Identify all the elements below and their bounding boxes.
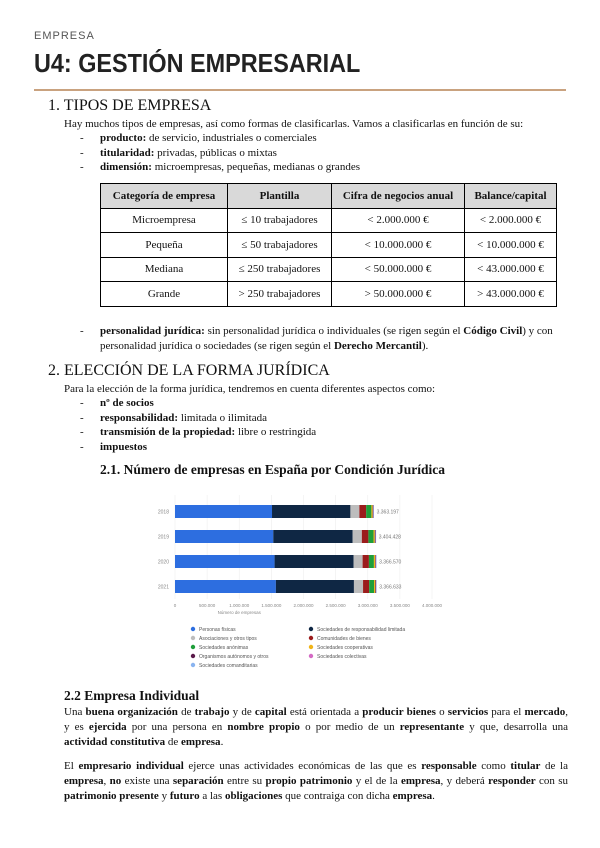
individual-p1-bold: nombre propio bbox=[227, 721, 300, 733]
bar-segment bbox=[376, 555, 377, 568]
list-item bbox=[80, 146, 570, 161]
legend-swatch bbox=[191, 645, 195, 649]
bar-segment bbox=[175, 505, 272, 518]
legend-swatch bbox=[191, 654, 195, 658]
bar-segment bbox=[369, 555, 374, 568]
bar-total-label: 3.404.428 bbox=[378, 534, 401, 541]
individual-p2-bold: titular bbox=[510, 760, 541, 772]
table-cell: Microempresa bbox=[101, 208, 228, 233]
x-tick-label: 0 bbox=[173, 603, 177, 608]
list-item-text: sin personalidad jurídica o individuales (se rigen según el bbox=[204, 325, 464, 337]
list-item-text: microempresas, pequeñas, medianas o grandes bbox=[151, 161, 360, 173]
individual-p1-text: y que, desarrolla una bbox=[464, 721, 568, 733]
individual-p1-bold: empresa bbox=[181, 736, 221, 748]
legend-swatch bbox=[191, 636, 195, 640]
individual-p1-bold: actividad constitutiva bbox=[64, 736, 166, 748]
bar-segment bbox=[272, 505, 350, 518]
individual-p1-text: . bbox=[220, 736, 224, 748]
bar-segment bbox=[353, 530, 362, 543]
table-cell: Pequeña bbox=[101, 233, 228, 258]
individual-p2-bold: responsable bbox=[421, 760, 477, 772]
individual-p1-bold: servicios bbox=[447, 706, 489, 718]
list-item bbox=[80, 411, 570, 426]
individual-p1-text: o por medio de un bbox=[299, 721, 400, 733]
individual-p2-bold: futuro bbox=[169, 790, 200, 802]
x-tick-label: 4.000.000 bbox=[421, 603, 443, 608]
list-item bbox=[80, 324, 570, 353]
individual-p1-bold: representante bbox=[399, 721, 465, 733]
legal-form-aspects-list bbox=[80, 396, 570, 454]
table-cell: > 43.000.000 € bbox=[465, 282, 557, 307]
individual-p2-bold: no bbox=[109, 775, 122, 787]
bar-segment bbox=[362, 530, 369, 543]
list-item-bold: Derecho Mercantil bbox=[333, 339, 422, 352]
table-row bbox=[101, 233, 557, 258]
y-tick-label: 2020 bbox=[157, 559, 169, 566]
bar-segment bbox=[371, 505, 372, 518]
table-cell: ≤ 250 trabajadores bbox=[228, 257, 332, 282]
bar-total-label: 3.363.197 bbox=[376, 509, 399, 516]
legal-personality-list bbox=[80, 324, 570, 353]
bar-segment bbox=[375, 580, 376, 593]
list-item-term: responsabilidad: bbox=[100, 411, 179, 424]
bar-segment bbox=[359, 505, 366, 518]
individual-p1-text: y de bbox=[229, 706, 255, 718]
individual-paragraph-1 bbox=[64, 705, 568, 750]
individual-p1-text: por una persona en bbox=[126, 721, 228, 733]
classification-list bbox=[80, 131, 570, 175]
list-item bbox=[80, 396, 570, 411]
list-item bbox=[80, 425, 570, 440]
individual-p2-text: . bbox=[432, 790, 435, 802]
legend-swatch bbox=[309, 627, 313, 631]
list-item-text: ). bbox=[421, 339, 429, 352]
individual-p1-bold: buena organización bbox=[85, 706, 178, 718]
individual-p2-text: y el de la bbox=[352, 775, 401, 787]
legend-swatch bbox=[191, 627, 195, 631]
list-item-term: transmisión de la propiedad: bbox=[100, 426, 236, 438]
subsection-2-2-heading: 2.2 Empresa Individual bbox=[64, 688, 200, 703]
legend-swatch bbox=[309, 654, 313, 658]
bar-total-label: 3.366.570 bbox=[379, 559, 402, 566]
table-cell: > 50.000.000 € bbox=[332, 282, 465, 307]
company-size-table bbox=[100, 183, 557, 307]
bar-segment bbox=[354, 580, 363, 593]
individual-p2-bold: propio patrimonio bbox=[265, 775, 353, 787]
individual-paragraph-2 bbox=[64, 759, 568, 804]
column-header: Cifra de negocios anual bbox=[332, 184, 465, 209]
bar-segment bbox=[376, 580, 377, 593]
x-axis-label: Número de empresas bbox=[217, 610, 261, 615]
individual-p1-text: o bbox=[435, 706, 448, 718]
subsection-2-1-heading: 2.1. Número de empresas en España por Condición Jurídica bbox=[100, 462, 446, 477]
individual-p2-text: entre su bbox=[223, 775, 266, 787]
list-item-text: de servicio, industriales o comerciales bbox=[146, 132, 317, 144]
bar-segment bbox=[363, 555, 369, 568]
table-cell: < 43.000.000 € bbox=[465, 257, 557, 282]
legend-label: Sociedades colectivas bbox=[317, 653, 367, 660]
list-item-term: titularidad: bbox=[100, 146, 155, 159]
list-item-bold: Código Civil bbox=[463, 325, 523, 337]
subject-label: EMPRESA bbox=[34, 30, 95, 42]
bar-segment bbox=[376, 530, 377, 543]
individual-p2-text: con su bbox=[535, 775, 569, 787]
bar-segment bbox=[375, 555, 376, 568]
table-row bbox=[101, 208, 557, 233]
legend-label: Personas físicas bbox=[199, 626, 236, 633]
table-cell: > 250 trabajadores bbox=[228, 282, 332, 307]
individual-p2-text: existe una bbox=[121, 775, 173, 787]
x-tick-label: 3.000.000 bbox=[357, 603, 378, 608]
individual-p2-bold: empresario individual bbox=[78, 760, 184, 772]
list-item-text: libre o restringida bbox=[235, 426, 317, 438]
legend-swatch bbox=[191, 663, 195, 667]
section-2-heading: 2. ELECCIÓN DE LA FORMA JURÍDICA bbox=[48, 362, 330, 379]
table-cell: ≤ 50 trabajadores bbox=[228, 233, 332, 258]
bar-total-label: 3.366.633 bbox=[379, 584, 402, 591]
section-2-intro: Para la elección de la forma jurídica, tendremos en cuenta diferentes aspectos como: bbox=[64, 383, 436, 395]
section-1-intro: Hay muchos tipos de empresas, así como formas de clasificarlas. Vamos a clasificarlas en función de su: bbox=[64, 118, 524, 130]
individual-p2-bold: responder bbox=[488, 775, 536, 787]
individual-p1-bold: producir bienes bbox=[362, 706, 436, 718]
bar-segment bbox=[175, 580, 276, 593]
legend-label: Asociaciones y otros tipos bbox=[199, 635, 257, 642]
table-cell: Grande bbox=[101, 282, 228, 307]
section-1-heading: 1. TIPOS DE EMPRESA bbox=[48, 97, 212, 114]
bar-segment bbox=[369, 580, 374, 593]
list-item bbox=[80, 440, 570, 455]
table-cell: Mediana bbox=[101, 257, 228, 282]
legend-label: Sociedades de responsabilidad limitada bbox=[317, 626, 406, 633]
bar-segment bbox=[374, 530, 375, 543]
individual-p1-text: Una bbox=[64, 706, 86, 718]
list-item-term: impuestos bbox=[100, 440, 148, 453]
table-cell: < 10.000.000 € bbox=[332, 233, 465, 258]
legend-label: Comunidades de bienes bbox=[317, 635, 371, 642]
table-cell: < 50.000.000 € bbox=[332, 257, 465, 282]
list-item-term: producto: bbox=[100, 132, 147, 144]
list-item-term: nº de socios bbox=[100, 397, 154, 409]
list-item-text: privadas, públicas o mixtas bbox=[154, 146, 277, 159]
list-item-text: ) y con personalidad jurídica o sociedades (se rigen según el bbox=[100, 325, 553, 352]
x-tick-label: 1.500.000 bbox=[261, 603, 282, 608]
bar-segment bbox=[350, 505, 359, 518]
table-row bbox=[101, 282, 557, 307]
individual-p2-bold: empresa bbox=[392, 790, 433, 802]
y-tick-label: 2021 bbox=[157, 584, 169, 591]
legend-swatch bbox=[309, 645, 313, 649]
individual-p1-bold: capital bbox=[254, 706, 287, 718]
y-tick-label: 2019 bbox=[157, 534, 169, 541]
bar-segment bbox=[273, 530, 352, 543]
individual-p2-text: y bbox=[158, 790, 170, 802]
individual-p1-text: de bbox=[165, 736, 182, 748]
chart-svg bbox=[145, 487, 445, 682]
column-header: Balance/capital bbox=[465, 184, 557, 209]
individual-p2-text: El bbox=[64, 760, 79, 772]
legend-label: Sociedades comanditarias bbox=[199, 662, 258, 669]
individual-p2-text: que contraiga con dicha bbox=[282, 790, 393, 802]
individual-p1-text: está orientada a bbox=[286, 706, 363, 718]
bar-segment bbox=[374, 555, 375, 568]
individual-p2-text: a las bbox=[199, 790, 225, 802]
x-tick-label: 2.500.000 bbox=[325, 603, 346, 608]
legal-form-chart bbox=[145, 487, 445, 682]
list-item bbox=[80, 131, 570, 146]
bar-segment bbox=[373, 505, 374, 518]
table-header-row bbox=[101, 184, 557, 209]
individual-p2-bold: separación bbox=[172, 775, 224, 787]
list-item bbox=[80, 160, 570, 175]
individual-p1-bold: ejercida bbox=[88, 721, 127, 733]
individual-p1-text: , y es bbox=[64, 706, 568, 733]
legend-label: Organismos autónomos y otros bbox=[199, 653, 269, 660]
bar-segment bbox=[375, 530, 376, 543]
individual-p1-text: de bbox=[177, 706, 195, 718]
bar-segment bbox=[275, 555, 354, 568]
x-tick-label: 3.500.000 bbox=[389, 603, 410, 608]
legend-swatch bbox=[309, 636, 313, 640]
individual-p1-bold: trabajo bbox=[194, 706, 230, 718]
x-tick-label: 2.000.000 bbox=[293, 603, 314, 608]
individual-p2-bold: obligaciones bbox=[224, 790, 283, 802]
legend-label: Sociedades anónimas bbox=[199, 644, 249, 651]
bar-segment bbox=[276, 580, 354, 593]
individual-p2-text: ejerce unas actividades económicas de las que es bbox=[183, 760, 422, 772]
individual-p2-bold: patrimonio presente bbox=[64, 790, 159, 802]
column-header: Plantilla bbox=[228, 184, 332, 209]
individual-p1-bold: mercado bbox=[524, 706, 566, 718]
individual-p2-bold: empresa bbox=[400, 775, 441, 787]
bar-segment bbox=[374, 580, 375, 593]
table-row bbox=[101, 257, 557, 282]
bar-segment bbox=[366, 505, 371, 518]
bar-segment bbox=[175, 555, 275, 568]
individual-p2-text: como bbox=[476, 760, 511, 772]
individual-p2-text: de la bbox=[540, 760, 568, 772]
bar-segment bbox=[373, 505, 374, 518]
individual-p2-text: , y deberá bbox=[440, 775, 489, 787]
list-item-term: personalidad jurídica: bbox=[100, 325, 205, 337]
column-header: Categoría de empresa bbox=[101, 184, 228, 209]
table-cell: < 10.000.000 € bbox=[465, 233, 557, 258]
table-cell: < 2.000.000 € bbox=[465, 208, 557, 233]
table-cell: < 2.000.000 € bbox=[332, 208, 465, 233]
list-item-text: limitada o ilimitada bbox=[178, 411, 267, 424]
list-item-term: dimensión: bbox=[100, 161, 152, 173]
table-cell: ≤ 10 trabajadores bbox=[228, 208, 332, 233]
legend-label: Sociedades cooperativas bbox=[317, 644, 373, 651]
x-tick-label: 1.000.000 bbox=[229, 603, 250, 608]
bar-segment bbox=[354, 555, 363, 568]
individual-p2-bold: empresa bbox=[64, 775, 104, 787]
bar-segment bbox=[368, 530, 373, 543]
title-divider bbox=[34, 89, 566, 91]
bar-segment bbox=[363, 580, 369, 593]
individual-p1-text: para el bbox=[488, 706, 525, 718]
bar-segment bbox=[175, 530, 273, 543]
x-tick-label: 500.000 bbox=[198, 603, 216, 608]
page-title: U4: GESTIÓN EMPRESARIAL bbox=[34, 48, 361, 78]
y-tick-label: 2018 bbox=[157, 509, 169, 516]
individual-p2-text: , bbox=[103, 775, 110, 787]
